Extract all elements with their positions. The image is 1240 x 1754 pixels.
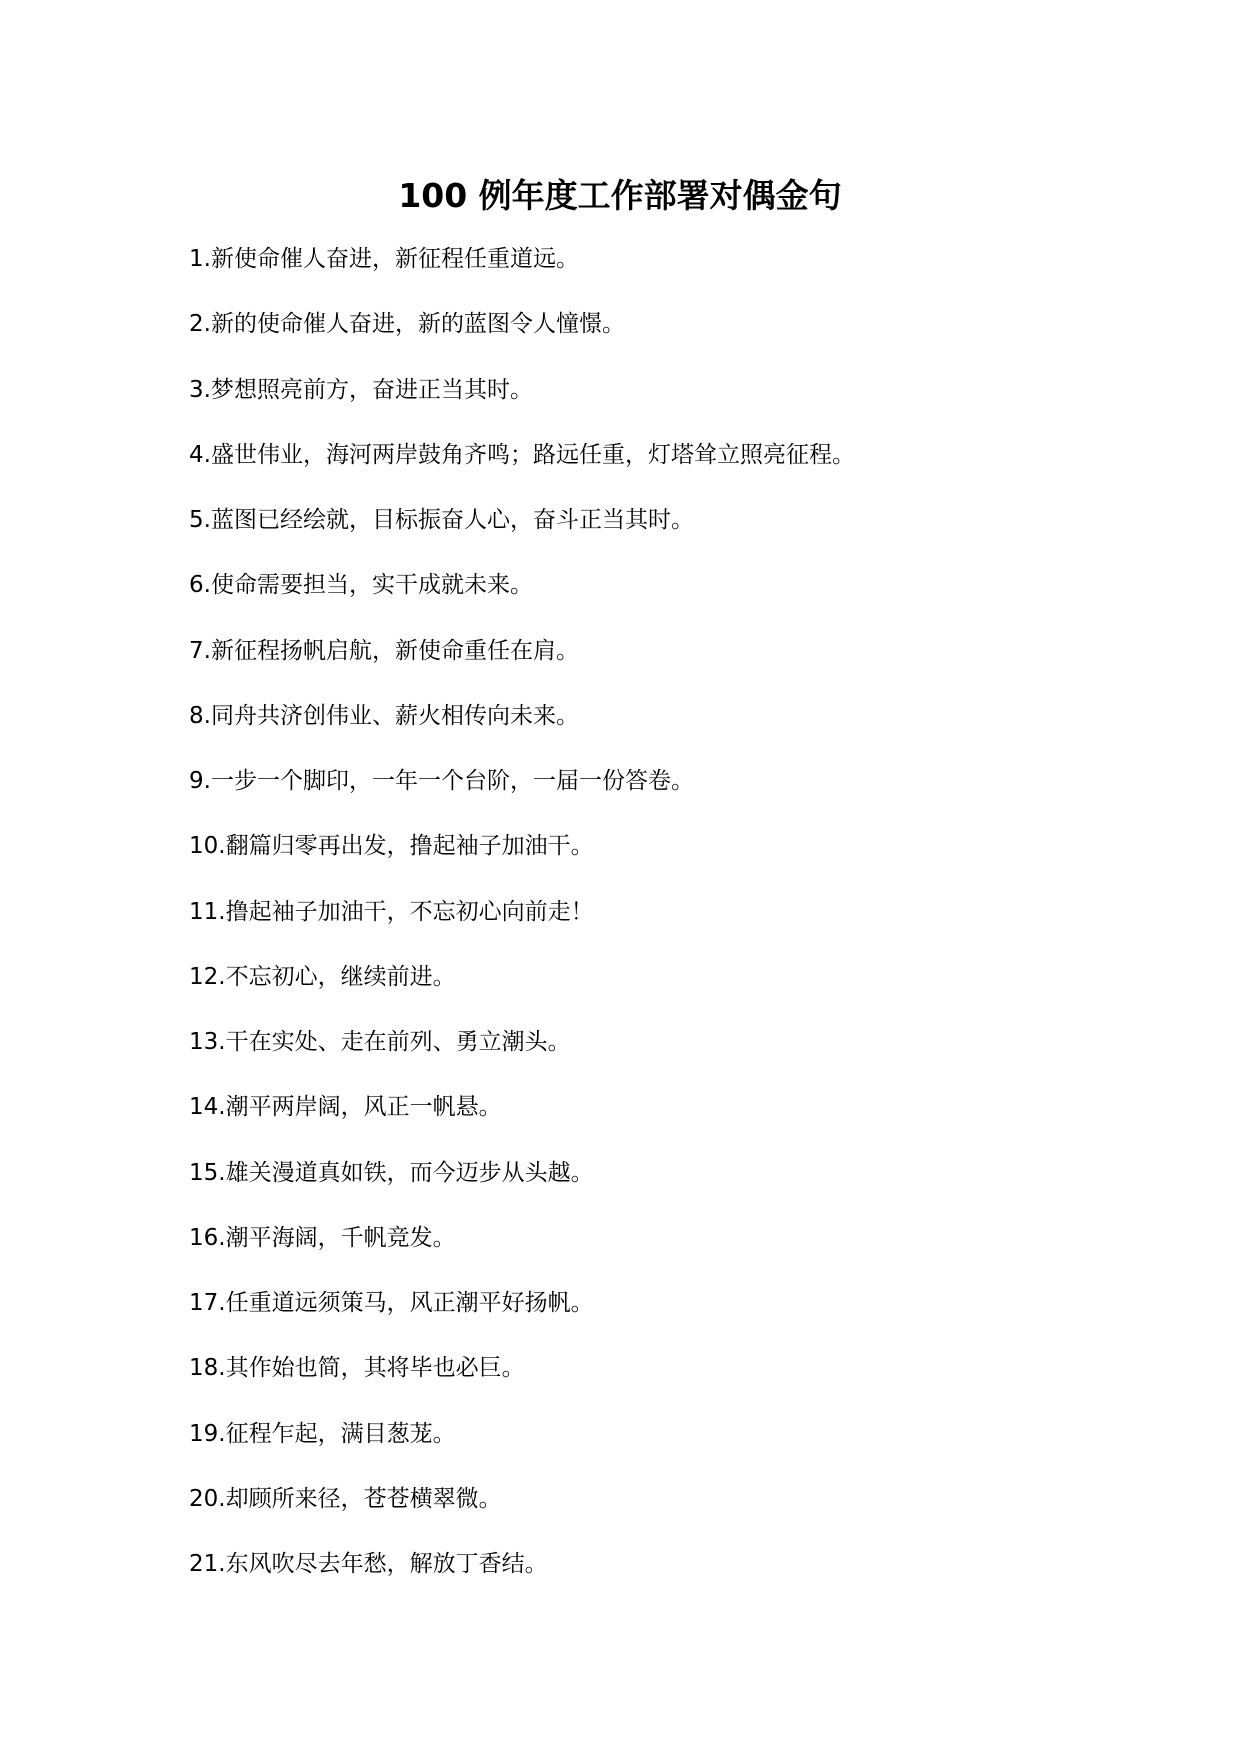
- list-item: 17.任重道远须策马，风正潮平好扬帆。: [189, 1290, 594, 1316]
- list-item: 2.新的使命催人奋进，新的蓝图令人憧憬。: [189, 311, 625, 338]
- quote-list: [189, 242, 855, 1612]
- list-item: 3.梦想照亮前方，奋进正当其时。: [189, 376, 533, 403]
- list-item: 1.新使命催人奋进，新征程任重道远。: [189, 246, 579, 272]
- list-item: 16.潮平海阔，千帆竞发。: [189, 1224, 456, 1251]
- list-item: 9.一步一个脚印，一年一个台阶，一届一份答卷。: [189, 768, 694, 794]
- list-item: 8.同舟共济创伟业、薪火相传向未来。: [189, 702, 579, 729]
- list-item: 13.干在实处、走在前列、勇立潮头。: [189, 1029, 571, 1055]
- list-item: 18.其作始也简，其将毕也必巨。: [189, 1355, 525, 1382]
- list-item: 6.使命需要担当，实干成就未来。: [189, 572, 533, 599]
- list-item: 20.却顾所来径，苍苍横翠微。: [189, 1485, 502, 1512]
- list-item: 21.东风吹尽去年愁，解放丁香结。: [189, 1551, 548, 1577]
- list-item: 11.撸起袖子加油干，不忘初心向前走！: [189, 898, 594, 925]
- page-title: 100 例年度工作部署对偶金句: [398, 176, 842, 215]
- list-item: 10.翻篇归零再出发，撸起袖子加油干。: [189, 833, 594, 860]
- list-item: 12.不忘初心，继续前进。: [189, 963, 456, 990]
- list-item: 14.潮平两岸阔，风正一帆悬。: [189, 1094, 502, 1121]
- list-item: 19.征程乍起，满目葱茏。: [189, 1420, 456, 1447]
- list-item: 7.新征程扬帆启航，新使命重任在肩。: [189, 637, 579, 664]
- list-item: 15.雄关漫道真如铁，而今迈步从头越。: [189, 1159, 594, 1186]
- list-item: 4.盛世伟业，海河两岸鼓角齐鸣；路远任重，灯塔耸立照亮征程。: [189, 441, 855, 468]
- list-item: 5.蓝图已经绘就，目标振奋人心，奋斗正当其时。: [189, 507, 694, 533]
